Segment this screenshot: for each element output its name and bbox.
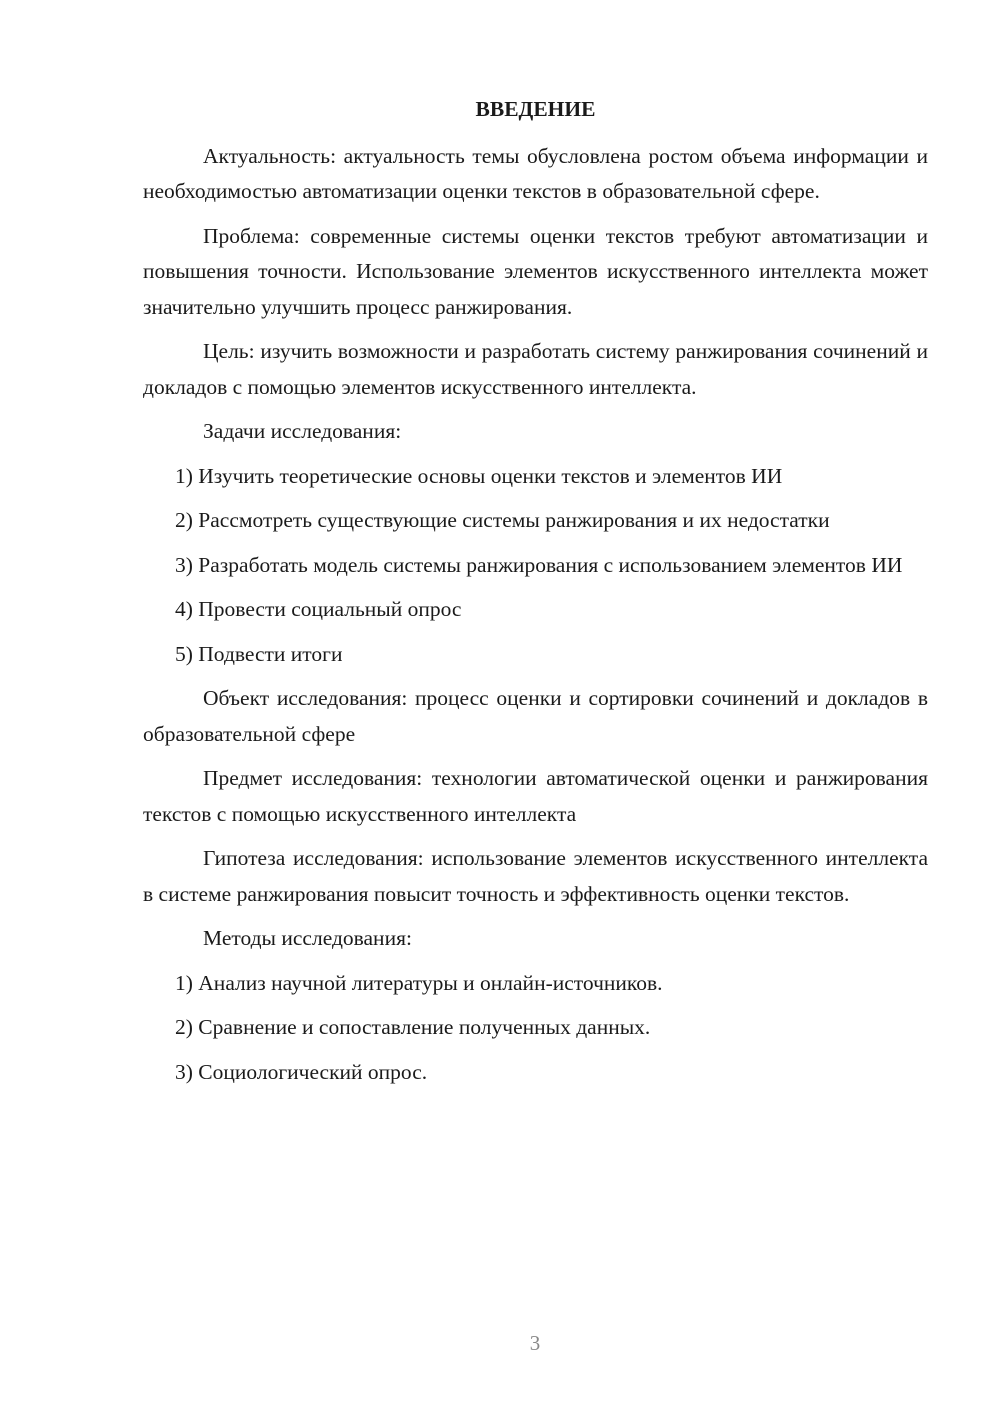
task-item-3: 3) Разработать модель системы ранжирования с использованием элементов ИИ [175, 552, 903, 577]
goal-paragraph: Цель: изучить возможности и разработать систему ранжирования сочинений и докладов с помощью элементов искусственного интеллекта. [143, 339, 928, 399]
methods-heading: Методы исследования: [203, 926, 412, 950]
tasks-heading: Задачи исследования: [203, 419, 402, 443]
task-item-4: 4) Провести социальный опрос [175, 597, 462, 621]
problem-paragraph: Проблема: современные системы оценки текстов требуют автоматизации и повышения точности. Использование элементов искусственного интеллекта может значительно улучшить процесс ранжирования. [143, 223, 928, 319]
object-paragraph: Объект исследования: процесс оценки и сортировки сочинений и докладов в образовательной сфере [143, 686, 928, 746]
hypothesis-paragraph: Гипотеза исследования: использование элементов искусственного интеллекта в системе ранжирования повысит точность и эффективность оценки текстов. [143, 846, 928, 906]
section-title: ВВЕДЕНИЕ [475, 97, 596, 121]
relevance-paragraph: Актуальность: актуальность темы обусловлена ростом объема информации и необходимостью автоматизации оценки текстов в образовательной сфере. [143, 143, 928, 203]
method-item-1: 1) Анализ научной литературы и онлайн-источников. [175, 970, 663, 995]
task-item-2: 2) Рассмотреть существующие системы ранжирования и их недостатки [175, 508, 830, 532]
task-item-1: 1) Изучить теоретические основы оценки текстов и элементов ИИ [175, 463, 783, 488]
page-number: 3 [529, 1331, 541, 1355]
method-item-2: 2) Сравнение и сопоставление полученных данных. [175, 1015, 651, 1039]
subject-paragraph: Предмет исследования: технологии автоматической оценки и ранжирования текстов с помощью искусственного интеллекта [143, 766, 928, 826]
task-item-5: 5) Подвести итоги [175, 641, 343, 666]
document-page [143, 92, 928, 1099]
method-item-3: 3) Социологический опрос. [175, 1059, 428, 1084]
